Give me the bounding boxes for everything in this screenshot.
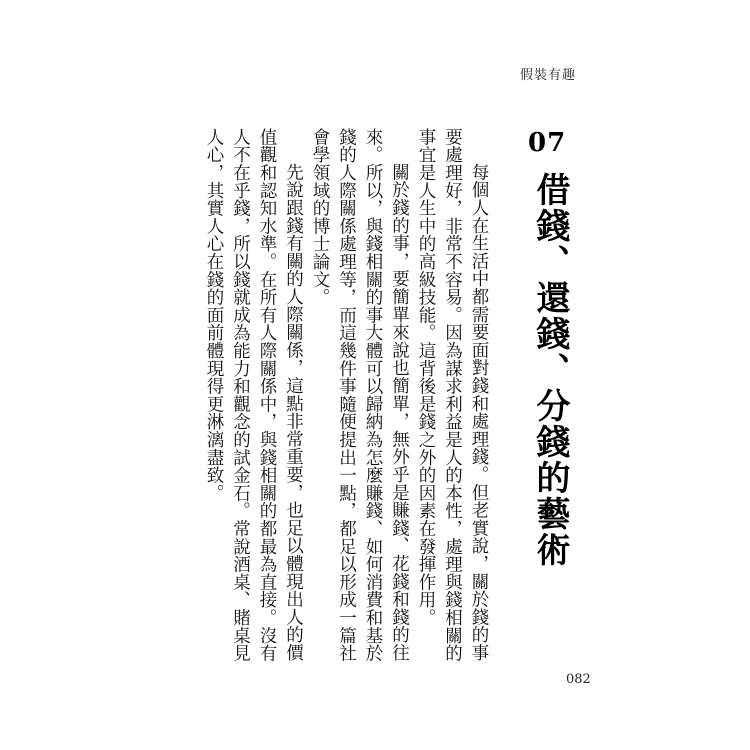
running-head: 假裝有趣 bbox=[520, 68, 577, 83]
paragraph: 關於錢的事，要簡單來說也簡單，無外乎是賺錢、花錢和錢的往來。所以，與錢相關的事大體可以歸納為怎麼賺錢、如何消費和基於錢的人際關係處理等，而這幾件事隨便提出一點，都足以形成一篇社會學領域的博士論文。 bbox=[310, 128, 410, 662]
paragraph: 先說跟錢有關的人際關係，這點非常重要，也足以體現出人的價值觀和認知水準。在所有人際關係中，與錢相關的都最為直接。沒有人不在乎錢，所以錢就成為能力和觀念的試金石。常說酒桌、賭桌見人心，其實人心在錢的面前體現得更淋漓盡致。 bbox=[204, 128, 304, 662]
paragraph: 每個人在生活中都需要面對錢和處理錢。但老實說，關於錢的事要處理好，非常不容易。因為謀求利益是人的本性，處理與錢相關的事宜是人生中的高級技能。這背後是錢之外的因素在發揮作用。 bbox=[416, 128, 489, 662]
chapter-title: 借錢、還錢、分錢的藝術 bbox=[530, 172, 570, 568]
page-number: 082 bbox=[566, 672, 591, 687]
body-text bbox=[201, 128, 493, 674]
chapter-number: 07 bbox=[528, 128, 567, 158]
